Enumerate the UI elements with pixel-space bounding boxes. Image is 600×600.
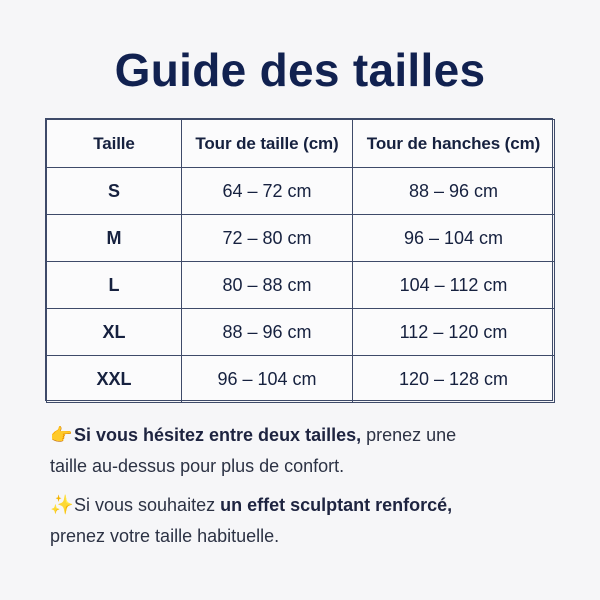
pointing-hand-icon: 👉 [50,425,73,445]
table-header-row [47,120,555,168]
waist-cell: 80 – 88 cm [182,262,353,309]
table-row [47,356,555,403]
hips-cell: 88 – 96 cm [353,168,555,215]
table-row [47,262,555,309]
tip-sculpting-effect [50,490,550,552]
size-tips [50,420,550,560]
tip-sculpting-prefix: Si vous souhaitez [74,495,221,515]
tip-sculpting-text-line2: prenez votre taille habituelle. [50,526,280,546]
table-row [47,168,555,215]
size-cell: S [47,168,182,215]
waist-cell: 72 – 80 cm [182,215,353,262]
tip-between-sizes [50,420,550,482]
header-size: Taille [47,120,182,168]
table-row [47,309,555,356]
waist-cell: 64 – 72 cm [182,168,353,215]
tip-between-sizes-text-line2: taille au-dessus pour plus de confort. [50,456,345,476]
size-cell: XXL [47,356,182,403]
waist-cell: 96 – 104 cm [182,356,353,403]
hips-cell: 96 – 104 cm [353,215,555,262]
waist-cell: 88 – 96 cm [182,309,353,356]
size-cell: M [47,215,182,262]
size-cell: L [47,262,182,309]
header-hips: Tour de hanches (cm) [353,120,555,168]
header-waist: Tour de taille (cm) [182,120,353,168]
tip-between-sizes-bold: Si vous hésitez entre deux tailles, [74,425,362,445]
sparkles-icon: ✨ [50,495,74,516]
tip-sculpting-bold: un effet sculptant renforcé, [220,495,453,515]
hips-cell: 112 – 120 cm [353,309,555,356]
tip-between-sizes-text-line1: prenez une [361,425,457,445]
page-title: Guide des tailles [114,44,486,96]
size-cell: XL [47,309,182,356]
size-guide-table [46,119,555,403]
table-row [47,215,555,262]
size-guide-table-wrapper [45,118,553,401]
hips-cell: 104 – 112 cm [353,262,555,309]
hips-cell: 120 – 128 cm [353,356,555,403]
